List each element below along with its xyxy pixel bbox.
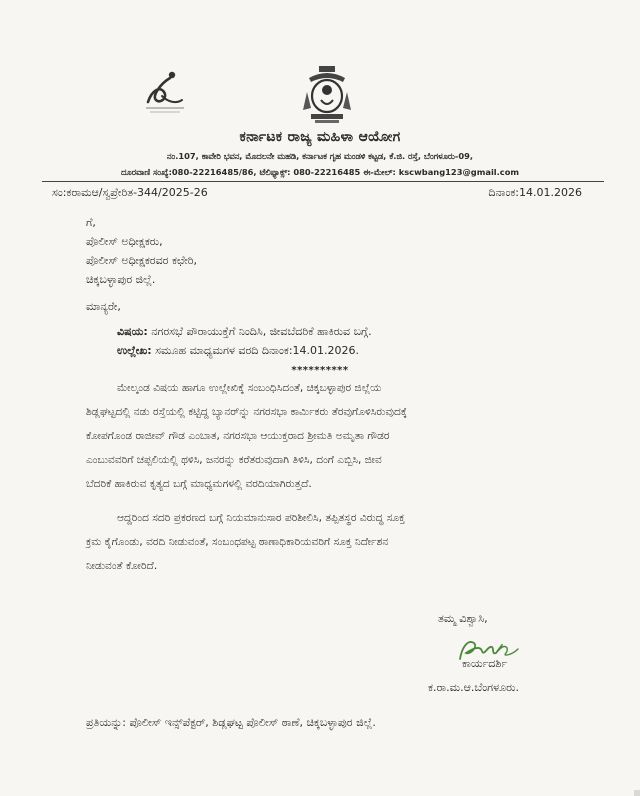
signatory-designation: ಕಾರ್ಯದರ್ಶಿ <box>462 657 508 670</box>
recipient-to: ಗೆ, <box>86 216 96 229</box>
contact-details: ದೂರವಾಣಿ ಸಂಖ್ಯೆ:080-22216485/86, ಟೆಲಿಫ್ಯಾಕ್ಸ್: 080-22216485 ಈ-ಮೇಲ್: <box>120 167 399 177</box>
state-emblem-icon <box>297 64 357 126</box>
organization-name: ಕರ್ನಾಟಕ ರಾಜ್ಯ ಮಹಿಳಾ ಆಯೋಗ <box>239 129 401 145</box>
body-paragraph-1-line-4: ಎಂಬುವವರಿಗೆ ಚಪ್ಪಲಿಯಲ್ಲಿ ಥಳಿಸಿ, ಜನರನ್ನು ಕರೆತರುವುದಾಗಿ ತಿಳಿಸಿ, ದಂಗೆ ಎಬ್ಬಿಸಿ, ಜೀವ <box>86 454 382 466</box>
body-paragraph-2-line-3: ನೀಡುವಂತೆ ಕೋರಿದೆ. <box>86 560 158 572</box>
reference-label: ಉಲ್ಲೇಖ: <box>117 344 152 357</box>
body-paragraph-1-line-3: ಕೋಪಗೊಂಡ ರಾಜೀವ್ ಗೌಡ ಎಂಬಾತ, ನಗರಸಭಾ ಆಯುಕ್ತರಾದ ಶ್ರೀಮತಿ ಅಮೃತಾ ಗೌಡರ <box>86 430 390 442</box>
body-paragraph-2-line-1: ಆದ್ದರಿಂದ ಸದರಿ ಪ್ರಕರಣದ ಬಗ್ಗೆ ನಿಯಮಾನುಸಾರ ಪರಿಶೀಲಿಸಿ, ತಪ್ಪಿತಸ್ಥರ ವಿರುದ್ಧ ಸೂಕ್ತ <box>117 512 405 524</box>
subject-text: ನಗರಸಭೆ ಪೌರಾಯುಕ್ತೆಗೆ ನಿಂದಿಸಿ, ಜೀವಬೆದರಿಕೆ ಹಾಕಿರುವ ಬಗ್ಗೆ. <box>147 325 372 338</box>
page-corner <box>634 790 640 796</box>
header-divider <box>42 181 604 182</box>
separator: ********** <box>291 365 349 376</box>
contact-line <box>0 167 640 178</box>
body-paragraph-1-line-5: ಬೆದರಿಕೆ ಹಾಕಿರುವ ಕೃತ್ಯದ ಬಗ್ಗೆ ಮಾಧ್ಯಮಗಳಲ್ಲಿ ವರದಿಯಾಗಿರುತ್ತದೆ. <box>86 478 312 490</box>
letter-date: ದಿನಾಂಕ:14.01.2026 <box>488 186 582 199</box>
recipient-line-2: ಪೊಲೀಸ್ ಅಧೀಕ್ಷಕರವರ ಕಛೇರಿ, <box>86 254 198 267</box>
closing-yours: ತಮ್ಮ ವಿಶ್ವಾಸಿ, <box>438 612 488 625</box>
salutation: ಮಾನ್ಯರೇ, <box>86 300 121 313</box>
subject-line <box>117 325 372 339</box>
subject-label: ವಿಷಯ: <box>117 325 148 338</box>
recipient-line-3: ಚಿಕ್ಕಬಳ್ಳಾಪುರ ಜಿಲ್ಲೆ. <box>86 273 156 286</box>
address-line: ನಂ.107, ಕಾವೇರಿ ಭವನ, ಮೊದಲನೇ ಮಹಡಿ, ಕರ್ನಾಟಕ ಗೃಹ ಮಂಡಳಿ ಕಟ್ಟಡ, ಕೆ.ಜಿ. ರಸ್ತೆ, ಬೆಂಗಳೂರು-09, <box>166 151 474 161</box>
recipient-line-1: ಪೊಲೀಸ್ ಅಧೀಕ್ಷಕರು, <box>86 235 163 248</box>
signatory-office: ಕ.ರಾ.ಮ.ಆ.ಬೆಂಗಳೂರು. <box>428 681 519 694</box>
body-paragraph-2-line-2: ಕ್ರಮ ಕೈಗೊಂಡು, ವರದಿ ನೀಡುವಂತೆ, ಸಂಬಂಧಪಟ್ಟ ಠಾಣಾಧಿಕಾರಿಯವರಿಗೆ ಸೂಕ್ತ ನಿರ್ದೇಶನ <box>86 536 389 548</box>
reference-line <box>117 344 359 358</box>
body-paragraph-1-line-1: ಮೇಲ್ಕಂಡ ವಿಷಯ ಹಾಗೂ ಉಲ್ಲೇಖಿಕ್ಕೆ ಸಂಬಂಧಿಸಿದಂತೆ, ಚಿಕ್ಕಬಳ್ಳಾಪುರ ಜಿಲ್ಲೆಯ <box>117 382 382 394</box>
reference-number: ಸಂ:ಕರಾಮಆ/ಸ್ವಪ್ರೇರಿತ-344/2025-26 <box>52 186 208 199</box>
reference-text: ಸಮೂಹ ಮಾಧ್ಯಮಗಳ ವರದಿ ದಿನಾಂಕ:14.01.2026. <box>151 344 360 357</box>
email-address: kscwbang123@gmail.com <box>398 167 520 177</box>
body-paragraph-1-line-2: ಶಿಡ್ಲಘಟ್ಟದಲ್ಲಿ ನಡು ರಸ್ತೆಯಲ್ಲಿ ಕಟ್ಟಿದ್ದ ಬ್ಯಾನರ್‌ನ್ನು ನಗರಸಭಾ ಕಾರ್ಮಿಕರು ತೆರವುಗೊಳಿಸಿರುವುದಕ್ಕೆ <box>86 406 408 418</box>
copy-to: ಪ್ರತಿಯನ್ನು: ಪೊಲೀಸ್ ಇನ್ಸ್‌ಪೆಕ್ಟರ್, ಶಿಡ್ಲಘಟ್ಟ ಪೊಲೀಸ್ ಠಾಣೆ, ಚಿಕ್ಕಬಳ್ಳಾಪುರ ಜಿಲ್ಲೆ. <box>86 716 376 729</box>
commission-logo-icon <box>138 66 192 116</box>
